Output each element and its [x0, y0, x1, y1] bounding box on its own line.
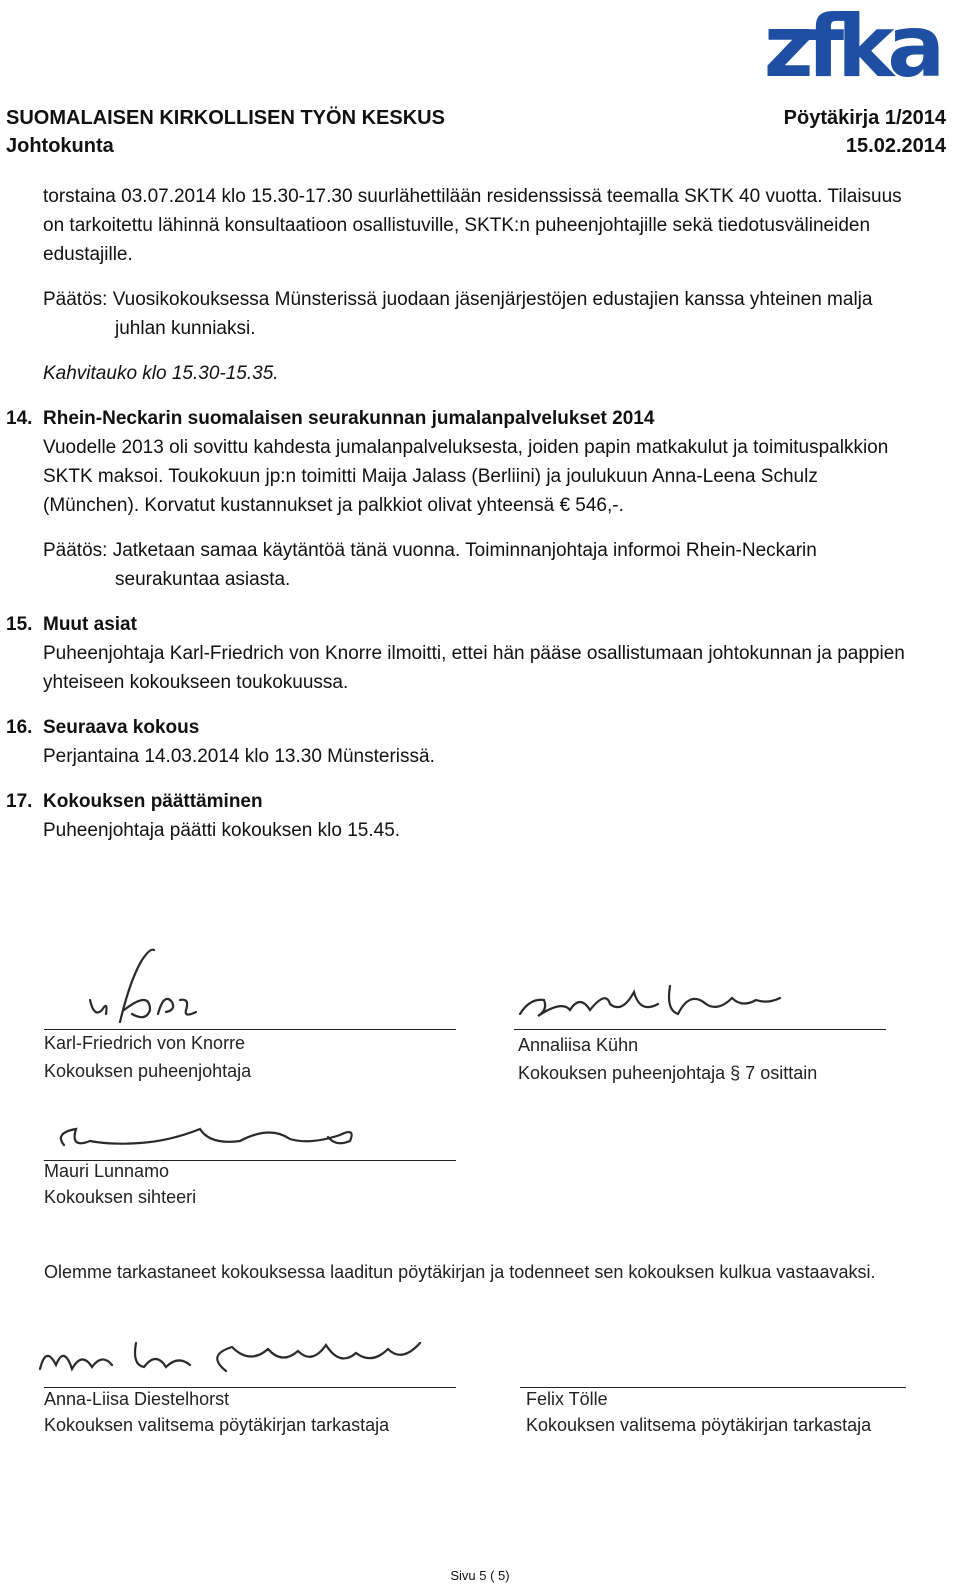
- section-14: 14. Rhein-Neckarin suomalaisen seurakunnan jumalanpalvelukset 2014 Vuodelle 2013 oli sovittu kahdesta jumalanpalveluksesta, joiden papin matkakulut ja toimituspalkkion SKTK maksoi. Toukokuun jp:n toimitti Maija Jalass (Berliini) ja joulukuun Anna-Leena Schulz (München). Korvatut kustannukset ja palkkiot olivat yhteensä € 546,-. Päätös: Jatketaan samaa käytäntöä tänä vuonna. Toiminnanjohtaja informoi Rhein-Neckarin seurakuntaa asiasta.: [0, 404, 923, 594]
- section-number: 17.: [6, 791, 33, 812]
- section-number: 16.: [6, 717, 33, 738]
- logo-wordmark: zfka: [763, 6, 939, 86]
- minutes-body: [0, 182, 960, 845]
- header-row-2: [6, 132, 946, 160]
- chair-role: Kokouksen puheenjohtaja: [44, 1061, 252, 1081]
- checker2-role: Kokouksen valitsema pöytäkirjan tarkastaja: [526, 1415, 872, 1435]
- section-16: 16. Seuraava kokous Perjantaina 14.03.2014 klo 13.30 Münsterissä.: [0, 713, 923, 771]
- coffee-break-note: Kahvitauko klo 15.30-15.35.: [43, 363, 279, 384]
- chair-name: Karl-Friedrich von Knorre: [44, 1033, 246, 1053]
- section-title: Muut asiat: [43, 614, 137, 635]
- secretary-role: Kokouksen sihteeri: [44, 1187, 197, 1207]
- checker1-signature: [36, 1325, 456, 1395]
- vice-chair-signature-line: [514, 1029, 886, 1030]
- header-row-1: [6, 104, 946, 132]
- document-number: Pöytäkirja 1/2014: [783, 107, 946, 129]
- vice-chair-role: Kokouksen puheenjohtaja § 7 osittain: [518, 1063, 818, 1083]
- signature-area: [0, 940, 960, 1480]
- document-date: 15.02.2014: [845, 135, 946, 157]
- organization-name: SUOMALAISEN KIRKOLLISEN TYÖN KESKUS: [6, 107, 445, 129]
- vice-chair-signature: [510, 970, 800, 1030]
- vice-chair-name: Annaliisa Kühn: [518, 1035, 639, 1055]
- zfka-logo: [756, 6, 946, 86]
- secretary-name: Mauri Lunnamo: [44, 1161, 170, 1181]
- checker1-name: Anna-Liisa Diestelhorst: [44, 1389, 230, 1409]
- section-15: 15. Muut asiat Puheenjohtaja Karl-Friedrich von Knorre ilmoitti, ettei hän pääse osallistumaan johtokunnan ja pappien yhteiseen kokoukseen toukokuussa.: [0, 610, 923, 697]
- section-decision: Päätös: Jatketaan samaa käytäntöä tänä vuonna. Toiminnanjohtaja informoi Rhein-Neckarin seurakuntaa asiasta.: [43, 540, 817, 590]
- page-number: Sivu 5 ( 5): [450, 1568, 510, 1583]
- intro-paragraph: torstaina 03.07.2014 klo 15.30-17.30 suurlähettilään residenssissä teemalla SKTK 40 vuotta. Tilaisuus on tarkoitettu lähinnä konsultaatioon osallistuville, SKTK:n puheenjohtajille sekä tiedotusvälineiden edustajille.: [43, 186, 902, 265]
- section-number: 14.: [6, 408, 33, 429]
- checker1-role: Kokouksen valitsema pöytäkirjan tarkastaja: [44, 1415, 390, 1435]
- section-17: 17. Kokouksen päättäminen Puheenjohtaja päätti kokouksen klo 15.45.: [0, 787, 923, 845]
- body-name: Johtokunta: [6, 135, 114, 157]
- confirmation-text: Olemme tarkastaneet kokouksessa laaditun pöytäkirjan ja todenneet sen kokouksen kulkua vastaavaksi.: [44, 1262, 876, 1282]
- section-title: Rhein-Neckarin suomalaisen seurakunnan jumalanpalvelukset 2014: [43, 408, 655, 429]
- section-title: Seuraava kokous: [43, 717, 200, 738]
- decision-paragraph: Päätös: Vuosikokouksessa Münsterissä juodaan jäsenjärjestöjen edustajien kanssa yhteinen malja juhlan kunniaksi.: [43, 289, 873, 339]
- checker2-name: Felix Tölle: [526, 1389, 608, 1409]
- chair-signature: [80, 940, 230, 1030]
- section-number: 15.: [6, 614, 33, 635]
- section-title: Kokouksen päättäminen: [43, 791, 263, 812]
